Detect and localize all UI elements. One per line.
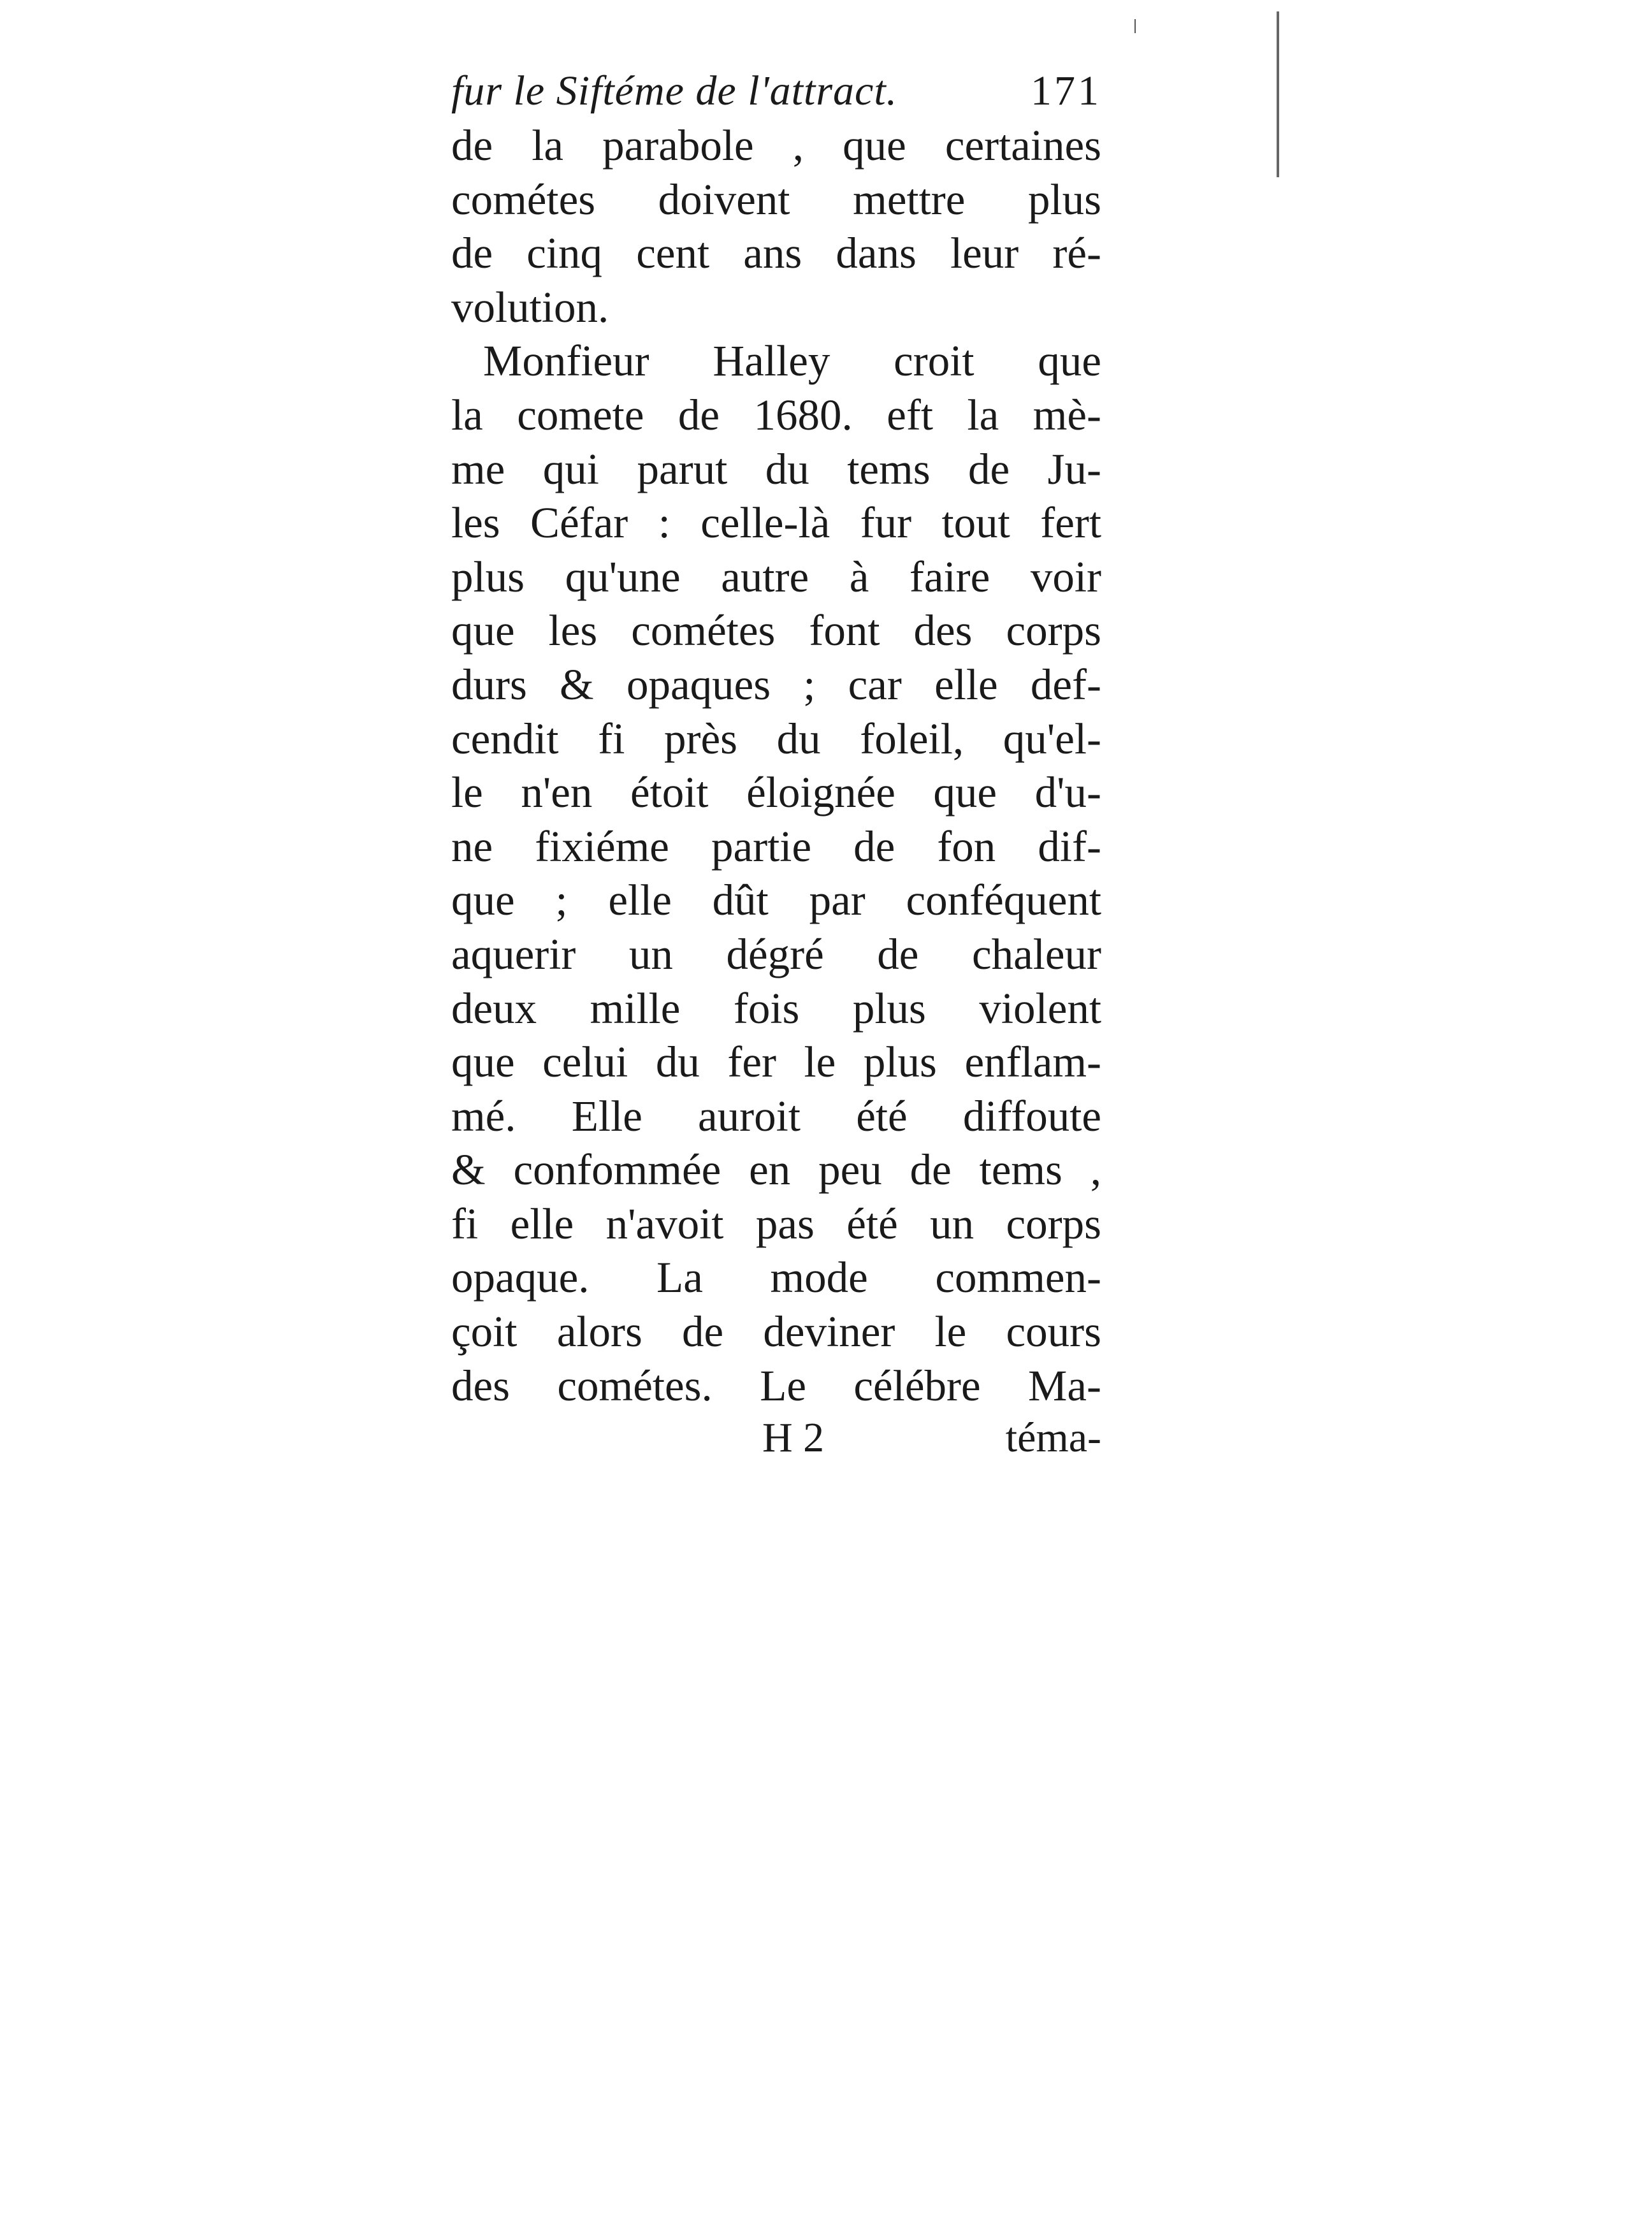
text-line: ne fixiéme partie de fon dif- (451, 822, 1101, 871)
signature-mark: H 2 (762, 1414, 825, 1462)
catchword: téma- (1005, 1414, 1101, 1462)
text-line: volution. (451, 282, 609, 331)
text-line: que les cométes font des corps (451, 606, 1101, 655)
text-line: des cométes. Le célébre Ma- (451, 1361, 1101, 1410)
text-line: que celui du fer le plus enflam- (451, 1038, 1101, 1087)
text-line: me qui parut du tems de Ju- (451, 444, 1101, 493)
text-line: mé. Elle auroit été diffoute (451, 1091, 1101, 1140)
running-head (451, 64, 1101, 119)
text-line: durs & opaques ; car elle def- (451, 660, 1101, 709)
text-line: de cinq cent ans dans leur ré- (451, 229, 1101, 278)
text-line: plus qu'une autre à faire voir (451, 552, 1101, 601)
text-line: fi elle n'avoit pas été un corps (451, 1199, 1101, 1248)
page-mark (1134, 19, 1136, 33)
page-footer (451, 1412, 1101, 1463)
text-line: çoit alors de deviner le cours (451, 1307, 1101, 1356)
text-line: le n'en étoit éloignée que d'u- (451, 768, 1101, 817)
page-number: 171 (1031, 68, 1101, 114)
text-line: opaque. La mode commen- (451, 1253, 1101, 1302)
text-line: aquerir un dégré de chaleur (451, 929, 1101, 978)
text-line: de la parabole , que certaines (451, 121, 1101, 170)
running-title: fur le Siftéme de l'attract. (451, 68, 898, 114)
text-line: & confommée en peu de tems , (451, 1145, 1101, 1194)
text-line: que ; elle dût par conféquent (451, 876, 1101, 925)
text-line: les Céfar : celle-là fur tout fert (451, 498, 1101, 548)
body-text (451, 119, 1101, 1412)
text-line: deux mille fois plus violent (451, 984, 1101, 1033)
text-block (451, 64, 1101, 1463)
text-line: la comete de 1680. eft la mè- (451, 390, 1101, 439)
text-line: Monfieur Halley croit que (483, 337, 1101, 386)
text-line: cendit fi près du foleil, qu'el- (451, 714, 1101, 763)
text-line: cométes doivent mettre plus (451, 175, 1101, 224)
gutter-shadow (1277, 11, 1279, 177)
